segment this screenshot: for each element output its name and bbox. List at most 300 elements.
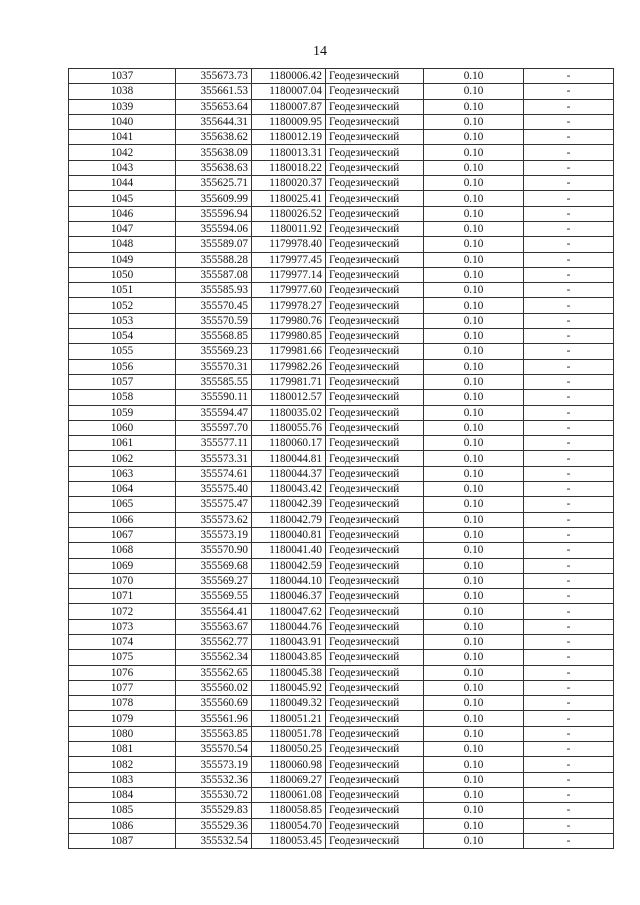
note-cell: - [524, 374, 614, 389]
point-number-cell: 1051 [69, 283, 176, 298]
note-cell: - [524, 742, 614, 757]
note-cell: - [524, 84, 614, 99]
y-coordinate-cell: 1180007.04 [252, 84, 326, 99]
note-cell: - [524, 221, 614, 236]
accuracy-cell: 0.10 [424, 374, 524, 389]
table-row [69, 833, 614, 848]
point-number-cell: 1058 [69, 390, 176, 405]
y-coordinate-cell: 1180044.81 [252, 451, 326, 466]
y-coordinate-cell: 1180006.42 [252, 69, 326, 84]
accuracy-cell: 0.10 [424, 818, 524, 833]
accuracy-cell: 0.10 [424, 313, 524, 328]
table-row [69, 344, 614, 359]
table-row [69, 742, 614, 757]
accuracy-cell: 0.10 [424, 696, 524, 711]
method-cell: Геодезический [326, 497, 424, 512]
accuracy-cell: 0.10 [424, 787, 524, 802]
accuracy-cell: 0.10 [424, 390, 524, 405]
x-coordinate-cell: 355589.07 [176, 237, 252, 252]
method-cell: Геодезический [326, 696, 424, 711]
coordinates-table [68, 68, 614, 849]
note-cell: - [524, 696, 614, 711]
note-cell: - [524, 573, 614, 588]
method-cell: Геодезический [326, 818, 424, 833]
accuracy-cell: 0.10 [424, 772, 524, 787]
table-row [69, 558, 614, 573]
y-coordinate-cell: 1180007.87 [252, 99, 326, 114]
point-number-cell: 1080 [69, 726, 176, 741]
point-number-cell: 1055 [69, 344, 176, 359]
point-number-cell: 1053 [69, 313, 176, 328]
y-coordinate-cell: 1179977.45 [252, 252, 326, 267]
method-cell: Геодезический [326, 283, 424, 298]
point-number-cell: 1052 [69, 298, 176, 313]
method-cell: Геодезический [326, 482, 424, 497]
y-coordinate-cell: 1180026.52 [252, 206, 326, 221]
x-coordinate-cell: 355562.34 [176, 650, 252, 665]
accuracy-cell: 0.10 [424, 497, 524, 512]
x-coordinate-cell: 355570.59 [176, 313, 252, 328]
accuracy-cell: 0.10 [424, 191, 524, 206]
y-coordinate-cell: 1180043.42 [252, 482, 326, 497]
y-coordinate-cell: 1180060.17 [252, 436, 326, 451]
y-coordinate-cell: 1180044.76 [252, 619, 326, 634]
table-row [69, 160, 614, 175]
method-cell: Геодезический [326, 451, 424, 466]
point-number-cell: 1059 [69, 405, 176, 420]
y-coordinate-cell: 1180018.22 [252, 160, 326, 175]
x-coordinate-cell: 355562.65 [176, 665, 252, 680]
note-cell: - [524, 757, 614, 772]
y-coordinate-cell: 1180040.81 [252, 527, 326, 542]
accuracy-cell: 0.10 [424, 176, 524, 191]
point-number-cell: 1060 [69, 420, 176, 435]
x-coordinate-cell: 355638.63 [176, 160, 252, 175]
method-cell: Геодезический [326, 742, 424, 757]
y-coordinate-cell: 1180025.41 [252, 191, 326, 206]
accuracy-cell: 0.10 [424, 237, 524, 252]
table-row [69, 84, 614, 99]
point-number-cell: 1078 [69, 696, 176, 711]
y-coordinate-cell: 1180035.02 [252, 405, 326, 420]
note-cell: - [524, 543, 614, 558]
y-coordinate-cell: 1179981.66 [252, 344, 326, 359]
note-cell: - [524, 114, 614, 129]
table-row [69, 650, 614, 665]
y-coordinate-cell: 1180009.95 [252, 114, 326, 129]
x-coordinate-cell: 355573.62 [176, 512, 252, 527]
y-coordinate-cell: 1180044.10 [252, 573, 326, 588]
method-cell: Геодезический [326, 99, 424, 114]
y-coordinate-cell: 1180044.37 [252, 466, 326, 481]
x-coordinate-cell: 355577.11 [176, 436, 252, 451]
x-coordinate-cell: 355594.06 [176, 221, 252, 236]
table-row [69, 803, 614, 818]
accuracy-cell: 0.10 [424, 619, 524, 634]
x-coordinate-cell: 355574.61 [176, 466, 252, 481]
y-coordinate-cell: 1179978.40 [252, 237, 326, 252]
method-cell: Геодезический [326, 267, 424, 282]
table-row [69, 818, 614, 833]
table-row [69, 374, 614, 389]
x-coordinate-cell: 355532.54 [176, 833, 252, 848]
y-coordinate-cell: 1180042.39 [252, 497, 326, 512]
point-number-cell: 1065 [69, 497, 176, 512]
y-coordinate-cell: 1180011.92 [252, 221, 326, 236]
y-coordinate-cell: 1180051.21 [252, 711, 326, 726]
table-row [69, 145, 614, 160]
y-coordinate-cell: 1180061.08 [252, 787, 326, 802]
point-number-cell: 1075 [69, 650, 176, 665]
y-coordinate-cell: 1179978.27 [252, 298, 326, 313]
method-cell: Геодезический [326, 329, 424, 344]
method-cell: Геодезический [326, 711, 424, 726]
method-cell: Геодезический [326, 114, 424, 129]
accuracy-cell: 0.10 [424, 543, 524, 558]
y-coordinate-cell: 1180051.78 [252, 726, 326, 741]
accuracy-cell: 0.10 [424, 329, 524, 344]
note-cell: - [524, 787, 614, 802]
accuracy-cell: 0.10 [424, 267, 524, 282]
accuracy-cell: 0.10 [424, 512, 524, 527]
table-row [69, 298, 614, 313]
x-coordinate-cell: 355560.69 [176, 696, 252, 711]
note-cell: - [524, 680, 614, 695]
accuracy-cell: 0.10 [424, 589, 524, 604]
y-coordinate-cell: 1180013.31 [252, 145, 326, 160]
table-row [69, 405, 614, 420]
note-cell: - [524, 619, 614, 634]
note-cell: - [524, 436, 614, 451]
accuracy-cell: 0.10 [424, 711, 524, 726]
x-coordinate-cell: 355587.08 [176, 267, 252, 282]
y-coordinate-cell: 1180046.37 [252, 589, 326, 604]
table-row [69, 466, 614, 481]
point-number-cell: 1069 [69, 558, 176, 573]
note-cell: - [524, 634, 614, 649]
note-cell: - [524, 130, 614, 145]
method-cell: Геодезический [326, 772, 424, 787]
point-number-cell: 1082 [69, 757, 176, 772]
y-coordinate-cell: 1179977.60 [252, 283, 326, 298]
x-coordinate-cell: 355529.36 [176, 818, 252, 833]
note-cell: - [524, 176, 614, 191]
x-coordinate-cell: 355570.45 [176, 298, 252, 313]
x-coordinate-cell: 355625.71 [176, 176, 252, 191]
table-row [69, 176, 614, 191]
note-cell: - [524, 206, 614, 221]
table-row [69, 512, 614, 527]
y-coordinate-cell: 1180049.32 [252, 696, 326, 711]
x-coordinate-cell: 355570.54 [176, 742, 252, 757]
point-number-cell: 1039 [69, 99, 176, 114]
accuracy-cell: 0.10 [424, 84, 524, 99]
method-cell: Геодезический [326, 604, 424, 619]
y-coordinate-cell: 1180042.79 [252, 512, 326, 527]
y-coordinate-cell: 1180060.98 [252, 757, 326, 772]
y-coordinate-cell: 1180047.62 [252, 604, 326, 619]
accuracy-cell: 0.10 [424, 650, 524, 665]
accuracy-cell: 0.10 [424, 359, 524, 374]
accuracy-cell: 0.10 [424, 252, 524, 267]
table-row [69, 680, 614, 695]
y-coordinate-cell: 1180045.92 [252, 680, 326, 695]
method-cell: Геодезический [326, 558, 424, 573]
x-coordinate-cell: 355575.47 [176, 497, 252, 512]
point-number-cell: 1085 [69, 803, 176, 818]
note-cell: - [524, 283, 614, 298]
point-number-cell: 1073 [69, 619, 176, 634]
point-number-cell: 1041 [69, 130, 176, 145]
point-number-cell: 1084 [69, 787, 176, 802]
page-number: 14 [313, 44, 327, 59]
x-coordinate-cell: 355569.23 [176, 344, 252, 359]
accuracy-cell: 0.10 [424, 436, 524, 451]
table-row [69, 99, 614, 114]
x-coordinate-cell: 355588.28 [176, 252, 252, 267]
accuracy-cell: 0.10 [424, 69, 524, 84]
method-cell: Геодезический [326, 313, 424, 328]
method-cell: Геодезический [326, 787, 424, 802]
x-coordinate-cell: 355596.94 [176, 206, 252, 221]
point-number-cell: 1063 [69, 466, 176, 481]
note-cell: - [524, 527, 614, 542]
table-row [69, 726, 614, 741]
table-row [69, 267, 614, 282]
x-coordinate-cell: 355585.93 [176, 283, 252, 298]
note-cell: - [524, 298, 614, 313]
note-cell: - [524, 833, 614, 848]
x-coordinate-cell: 355569.55 [176, 589, 252, 604]
note-cell: - [524, 329, 614, 344]
table-row [69, 451, 614, 466]
accuracy-cell: 0.10 [424, 145, 524, 160]
method-cell: Геодезический [326, 634, 424, 649]
x-coordinate-cell: 355563.67 [176, 619, 252, 634]
table-row [69, 420, 614, 435]
accuracy-cell: 0.10 [424, 451, 524, 466]
note-cell: - [524, 390, 614, 405]
table-row [69, 589, 614, 604]
accuracy-cell: 0.10 [424, 665, 524, 680]
point-number-cell: 1038 [69, 84, 176, 99]
point-number-cell: 1040 [69, 114, 176, 129]
table-row [69, 191, 614, 206]
x-coordinate-cell: 355573.19 [176, 757, 252, 772]
table-row [69, 114, 614, 129]
method-cell: Геодезический [326, 252, 424, 267]
method-cell: Геодезический [326, 359, 424, 374]
method-cell: Геодезический [326, 84, 424, 99]
x-coordinate-cell: 355570.31 [176, 359, 252, 374]
note-cell: - [524, 726, 614, 741]
coordinates-table-body [69, 69, 614, 849]
point-number-cell: 1037 [69, 69, 176, 84]
accuracy-cell: 0.10 [424, 283, 524, 298]
method-cell: Геодезический [326, 543, 424, 558]
method-cell: Геодезический [326, 757, 424, 772]
x-coordinate-cell: 355564.41 [176, 604, 252, 619]
point-number-cell: 1054 [69, 329, 176, 344]
y-coordinate-cell: 1180012.19 [252, 130, 326, 145]
method-cell: Геодезический [326, 803, 424, 818]
x-coordinate-cell: 355609.99 [176, 191, 252, 206]
table-row [69, 604, 614, 619]
point-number-cell: 1056 [69, 359, 176, 374]
method-cell: Геодезический [326, 466, 424, 481]
method-cell: Геодезический [326, 833, 424, 848]
table-row [69, 436, 614, 451]
table-row [69, 772, 614, 787]
x-coordinate-cell: 355568.85 [176, 329, 252, 344]
x-coordinate-cell: 355644.31 [176, 114, 252, 129]
x-coordinate-cell: 355532.36 [176, 772, 252, 787]
y-coordinate-cell: 1180043.85 [252, 650, 326, 665]
table-row [69, 619, 614, 634]
point-number-cell: 1046 [69, 206, 176, 221]
y-coordinate-cell: 1180041.40 [252, 543, 326, 558]
point-number-cell: 1071 [69, 589, 176, 604]
accuracy-cell: 0.10 [424, 742, 524, 757]
y-coordinate-cell: 1180055.76 [252, 420, 326, 435]
method-cell: Геодезический [326, 145, 424, 160]
table-row [69, 283, 614, 298]
table-row [69, 527, 614, 542]
x-coordinate-cell: 355573.19 [176, 527, 252, 542]
x-coordinate-cell: 355569.27 [176, 573, 252, 588]
y-coordinate-cell: 1179980.76 [252, 313, 326, 328]
method-cell: Геодезический [326, 680, 424, 695]
point-number-cell: 1081 [69, 742, 176, 757]
accuracy-cell: 0.10 [424, 573, 524, 588]
table-row [69, 711, 614, 726]
note-cell: - [524, 558, 614, 573]
point-number-cell: 1044 [69, 176, 176, 191]
note-cell: - [524, 405, 614, 420]
x-coordinate-cell: 355575.40 [176, 482, 252, 497]
point-number-cell: 1083 [69, 772, 176, 787]
accuracy-cell: 0.10 [424, 833, 524, 848]
table-row [69, 787, 614, 802]
method-cell: Геодезический [326, 390, 424, 405]
x-coordinate-cell: 355594.47 [176, 405, 252, 420]
accuracy-cell: 0.10 [424, 482, 524, 497]
method-cell: Геодезический [326, 650, 424, 665]
x-coordinate-cell: 355562.77 [176, 634, 252, 649]
point-number-cell: 1061 [69, 436, 176, 451]
accuracy-cell: 0.10 [424, 634, 524, 649]
method-cell: Геодезический [326, 176, 424, 191]
point-number-cell: 1050 [69, 267, 176, 282]
method-cell: Геодезический [326, 344, 424, 359]
point-number-cell: 1047 [69, 221, 176, 236]
method-cell: Геодезический [326, 206, 424, 221]
accuracy-cell: 0.10 [424, 344, 524, 359]
method-cell: Геодезический [326, 726, 424, 741]
note-cell: - [524, 466, 614, 481]
note-cell: - [524, 359, 614, 374]
point-number-cell: 1042 [69, 145, 176, 160]
method-cell: Геодезический [326, 589, 424, 604]
point-number-cell: 1045 [69, 191, 176, 206]
note-cell: - [524, 145, 614, 160]
note-cell: - [524, 589, 614, 604]
note-cell: - [524, 604, 614, 619]
table-row [69, 634, 614, 649]
table-row [69, 252, 614, 267]
x-coordinate-cell: 355570.90 [176, 543, 252, 558]
note-cell: - [524, 803, 614, 818]
method-cell: Геодезический [326, 420, 424, 435]
accuracy-cell: 0.10 [424, 298, 524, 313]
note-cell: - [524, 252, 614, 267]
note-cell: - [524, 313, 614, 328]
point-number-cell: 1049 [69, 252, 176, 267]
y-coordinate-cell: 1179980.85 [252, 329, 326, 344]
method-cell: Геодезический [326, 374, 424, 389]
x-coordinate-cell: 355530.72 [176, 787, 252, 802]
point-number-cell: 1043 [69, 160, 176, 175]
point-number-cell: 1072 [69, 604, 176, 619]
y-coordinate-cell: 1180069.27 [252, 772, 326, 787]
x-coordinate-cell: 355638.62 [176, 130, 252, 145]
y-coordinate-cell: 1180054.70 [252, 818, 326, 833]
note-cell: - [524, 237, 614, 252]
note-cell: - [524, 69, 614, 84]
table-row [69, 237, 614, 252]
x-coordinate-cell: 355673.73 [176, 69, 252, 84]
accuracy-cell: 0.10 [424, 726, 524, 741]
point-number-cell: 1064 [69, 482, 176, 497]
x-coordinate-cell: 355638.09 [176, 145, 252, 160]
note-cell: - [524, 451, 614, 466]
note-cell: - [524, 482, 614, 497]
point-number-cell: 1074 [69, 634, 176, 649]
y-coordinate-cell: 1180043.91 [252, 634, 326, 649]
table-row [69, 359, 614, 374]
table-row [69, 573, 614, 588]
accuracy-cell: 0.10 [424, 420, 524, 435]
x-coordinate-cell: 355529.83 [176, 803, 252, 818]
method-cell: Геодезический [326, 573, 424, 588]
accuracy-cell: 0.10 [424, 803, 524, 818]
x-coordinate-cell: 355569.68 [176, 558, 252, 573]
method-cell: Геодезический [326, 237, 424, 252]
accuracy-cell: 0.10 [424, 604, 524, 619]
y-coordinate-cell: 1180058.85 [252, 803, 326, 818]
x-coordinate-cell: 355585.55 [176, 374, 252, 389]
table-row [69, 69, 614, 84]
accuracy-cell: 0.10 [424, 558, 524, 573]
note-cell: - [524, 818, 614, 833]
point-number-cell: 1067 [69, 527, 176, 542]
accuracy-cell: 0.10 [424, 757, 524, 772]
point-number-cell: 1086 [69, 818, 176, 833]
note-cell: - [524, 497, 614, 512]
y-coordinate-cell: 1180042.59 [252, 558, 326, 573]
x-coordinate-cell: 355590.11 [176, 390, 252, 405]
method-cell: Геодезический [326, 512, 424, 527]
table-row [69, 221, 614, 236]
y-coordinate-cell: 1179981.71 [252, 374, 326, 389]
y-coordinate-cell: 1180050.25 [252, 742, 326, 757]
point-number-cell: 1068 [69, 543, 176, 558]
accuracy-cell: 0.10 [424, 206, 524, 221]
point-number-cell: 1057 [69, 374, 176, 389]
accuracy-cell: 0.10 [424, 680, 524, 695]
point-number-cell: 1066 [69, 512, 176, 527]
table-row [69, 206, 614, 221]
